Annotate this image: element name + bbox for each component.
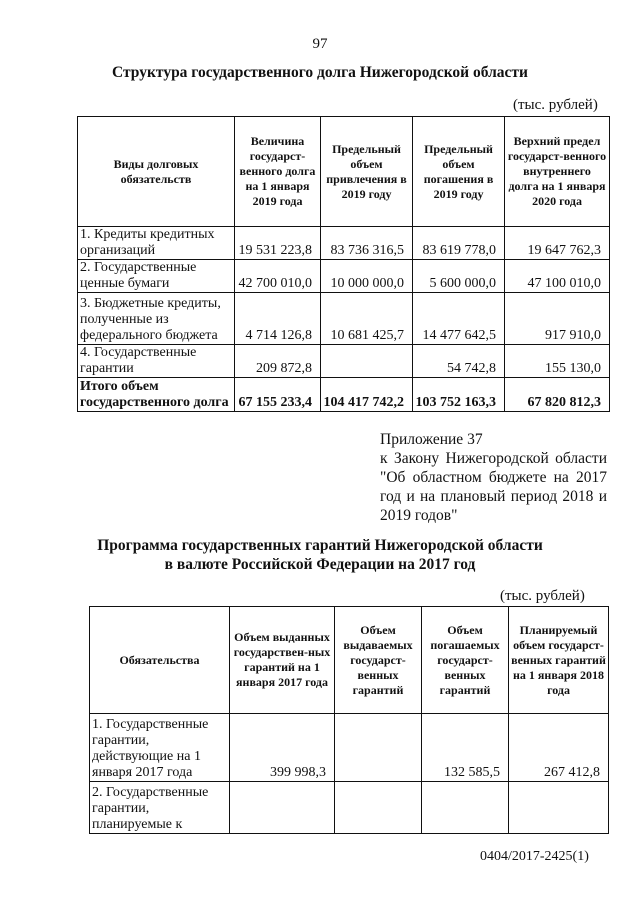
value-cell (335, 782, 422, 834)
value-cell: 19 647 762,3 (505, 227, 610, 260)
debt-units-label: (тыс. рублей) (513, 97, 598, 113)
value-cell: 917 910,0 (505, 293, 610, 345)
table-header-row (90, 607, 609, 714)
row-label: 3. Бюджетные кредиты, полученные из федерального бюджета (78, 293, 235, 345)
value-cell: 209 872,8 (235, 345, 321, 378)
debt-structure-title: Структура государственного долга Нижегородской области (112, 64, 528, 81)
debt-structure-table (77, 116, 610, 412)
appendix-reference (380, 430, 607, 525)
table-row (78, 260, 610, 293)
table-row (78, 227, 610, 260)
value-cell (321, 345, 413, 378)
guarantee-program-table (89, 606, 609, 834)
header-cell: Объем погашаемых государст-венных гарантий (422, 607, 509, 714)
total-value: 67 820 812,3 (505, 378, 610, 412)
total-row (78, 378, 610, 412)
table-row (90, 714, 609, 782)
guarantee-units-label: (тыс. рублей) (500, 588, 585, 604)
total-label: Итого объем государственного долга (78, 378, 235, 412)
value-cell: 10 000 000,0 (321, 260, 413, 293)
table-header-row (78, 117, 610, 227)
header-cell: Предельный объем погашения в 2019 году (413, 117, 505, 227)
value-cell (335, 714, 422, 782)
value-cell: 19 531 223,8 (235, 227, 321, 260)
value-cell: 42 700 010,0 (235, 260, 321, 293)
value-cell: 10 681 425,7 (321, 293, 413, 345)
table-row (78, 345, 610, 378)
table-row (78, 293, 610, 345)
value-cell (230, 782, 335, 834)
total-value: 103 752 163,3 (413, 378, 505, 412)
row-label: 4. Государственные гарантии (78, 345, 235, 378)
value-cell: 14 477 642,5 (413, 293, 505, 345)
row-label: 2. Государственные гарантии, планируемые к (90, 782, 230, 834)
value-cell: 132 585,5 (422, 714, 509, 782)
value-cell: 54 742,8 (413, 345, 505, 378)
value-cell: 4 714 126,8 (235, 293, 321, 345)
header-cell: Обязательства (90, 607, 230, 714)
appendix-law-title: к Закону Нижегородской области "Об областном бюджете на 2017 год и на плановый период 2018 и 2019 годов" (380, 450, 607, 524)
value-cell: 399 998,3 (230, 714, 335, 782)
header-cell: Объем выдаваемых государст-венных гарантий (335, 607, 422, 714)
total-value: 67 155 233,4 (235, 378, 321, 412)
guarantee-program-subtitle: в валюте Российской Федерации на 2017 год (164, 556, 476, 573)
header-cell: Верхний предел государст-венного внутреннего долга на 1 января 2020 года (505, 117, 610, 227)
value-cell: 83 736 316,5 (321, 227, 413, 260)
row-label: 2. Государственные ценные бумаги (78, 260, 235, 293)
page-number: 97 (312, 36, 328, 52)
row-label: 1. Кредиты кредитных организаций (78, 227, 235, 260)
header-cell: Объем выданных государствен-ных гарантий на 1 января 2017 года (230, 607, 335, 714)
value-cell (422, 782, 509, 834)
row-label: 1. Государственные гарантии, действующие на 1 января 2017 года (90, 714, 230, 782)
appendix-number: Приложение 37 (380, 431, 483, 448)
value-cell: 155 130,0 (505, 345, 610, 378)
total-value: 104 417 742,2 (321, 378, 413, 412)
header-cell: Виды долговых обязательств (78, 117, 235, 227)
header-cell: Величина государст-венного долга на 1 января 2019 года (235, 117, 321, 227)
value-cell: 267 412,8 (509, 714, 609, 782)
value-cell: 83 619 778,0 (413, 227, 505, 260)
value-cell: 47 100 010,0 (505, 260, 610, 293)
header-cell: Предельный объем привлечения в 2019 году (321, 117, 413, 227)
value-cell (509, 782, 609, 834)
header-cell: Планируемый объем государст-венных гарантий на 1 января 2018 года (509, 607, 609, 714)
value-cell: 5 600 000,0 (413, 260, 505, 293)
guarantee-program-title: Программа государственных гарантий Нижегородской области (97, 537, 543, 554)
table-row (90, 782, 609, 834)
document-code: 0404/2017-2425(1) (480, 849, 589, 864)
